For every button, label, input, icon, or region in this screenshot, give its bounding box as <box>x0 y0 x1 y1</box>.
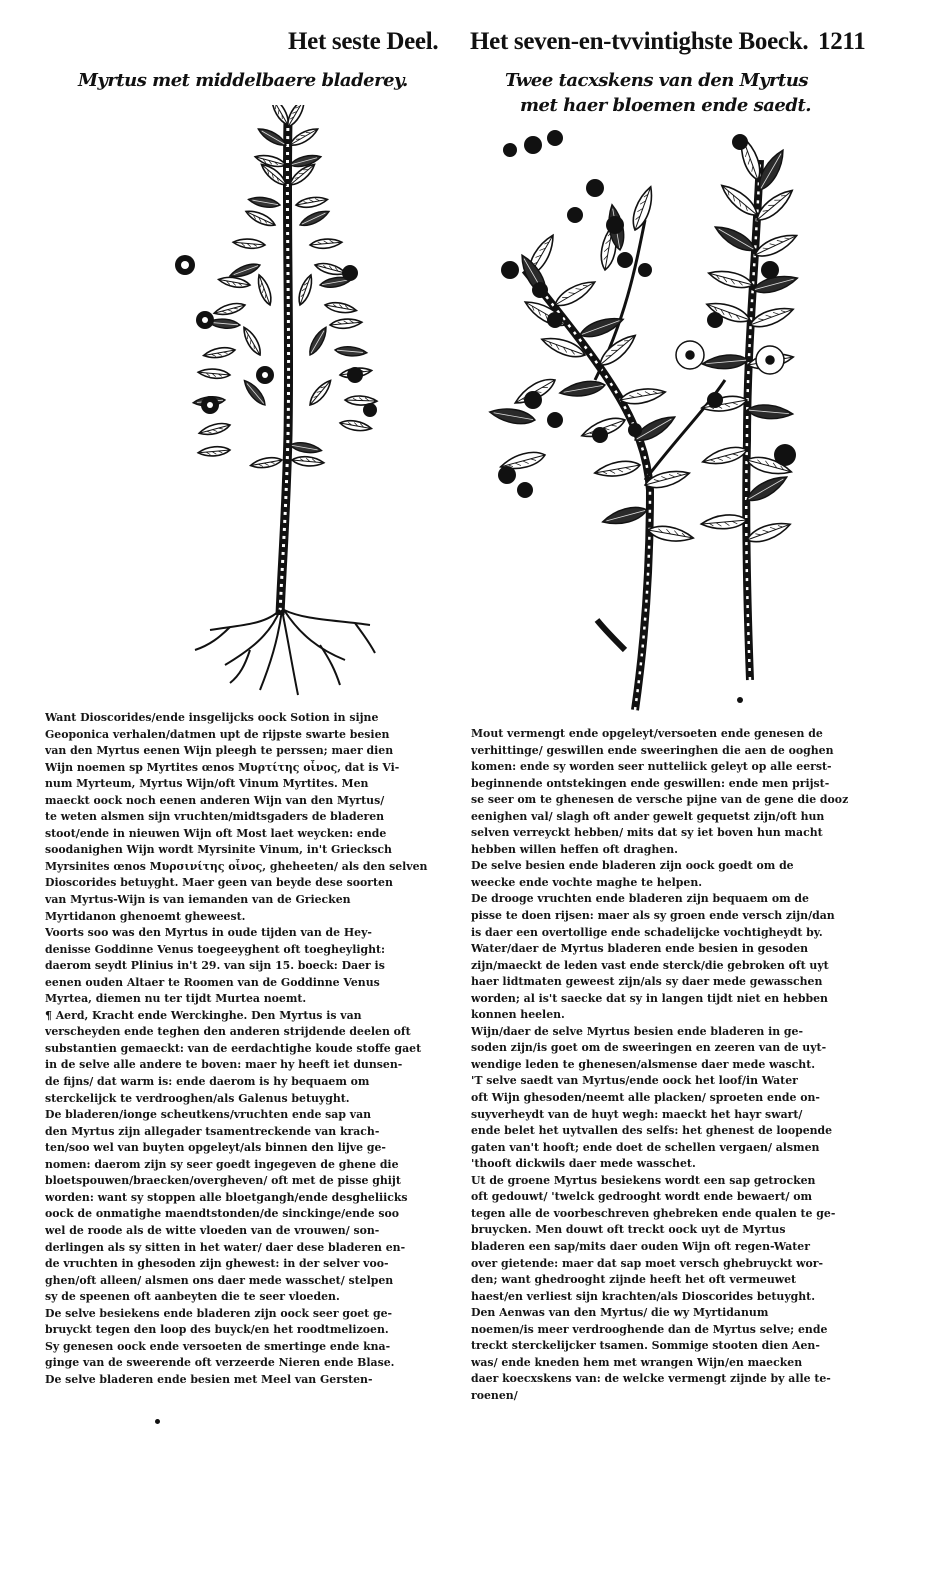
text-line: over gietende: maer dat sap moet versch ghebruyckt wor- <box>471 1256 824 1270</box>
ink-speck <box>155 1419 160 1424</box>
text-line: beginnende ontstekingen ende geswillen: ende men prijst- <box>471 776 830 790</box>
text-line: roenen/ <box>471 1388 518 1402</box>
text-line: soden zijn/is goet om de sweeringen en zeeren van de uyt- <box>471 1041 827 1055</box>
text-line: in de selve alle andere te boven: maer hy heeft iet dunsen- <box>45 1058 403 1072</box>
text-line: stoot/ende in nieuwen Wijn oft Most laet weycken: ende <box>45 826 387 840</box>
text-line: num Myrteum, Myrtus Wijn/oft Vinum Myrtites. Men <box>45 777 369 791</box>
text-line: 'thooft dickwils daer mede wasschet. <box>471 1157 696 1171</box>
text-line: den; want ghedrooght zijnde heeft het oft vermeuwet <box>471 1273 797 1287</box>
text-line: De selve besien ende bladeren zijn oock goedt om de <box>471 859 794 873</box>
right-figure-caption-line1: Twee tacxskens van den Myrtus <box>505 70 809 91</box>
text-line: suyverheydt van de huyt wegh: maeckt het hayr swart/ <box>471 1107 803 1121</box>
text-line: pisse te doen rijsen: maer als sy groen ende versch zijn/dan <box>471 909 835 923</box>
left-text-column <box>45 710 455 1388</box>
text-line: oft Wijn ghesoden/neemt alle placken/ sproeten ende on- <box>471 1091 820 1105</box>
right-text-column <box>471 726 876 1404</box>
text-line: noemen/is meer verdrooghende dan de Myrtus selve; ende <box>471 1322 828 1336</box>
text-line: Water/daer de Myrtus bladeren ende besien in gesoden <box>471 942 809 956</box>
text-line: Want Dioscorides/ende insgelijcks oock Sotion in sijne <box>45 711 379 724</box>
text-line: De selve bladeren ende besien met Meel van Gersten- <box>45 1372 373 1386</box>
text-line: daerom seydt Plinius in't 29. van sijn 15. boeck: Daer is <box>45 959 385 973</box>
myrtle-shrub-woodcut <box>170 105 410 705</box>
text-line: hebben willen heffen oft draghen. <box>471 842 678 856</box>
text-line: maeckt oock noch eenen anderen Wijn van den Myrtus/ <box>45 793 385 807</box>
text-line: konnen heelen. <box>471 1008 565 1022</box>
text-line: soodanighen Wijn wordt Myrsinite Vinum, in't Griecksch <box>45 843 392 857</box>
text-line: Myrtea, diemen nu ter tijdt Murtea noemt. <box>45 992 307 1006</box>
text-line: haer lidtmaten geweest zijn/als sy daer mede gewasschen <box>471 975 823 989</box>
text-line: eenen ouden Altaer te Roomen van de Goddinne Venus <box>45 975 380 989</box>
text-line: ghen/oft alleen/ alsmen ons daer mede wasschet/ stelpen <box>45 1273 394 1287</box>
text-line: Den Aenwas van den Myrtus/ die wy Myrtidanum <box>471 1306 769 1320</box>
text-line: Myrtidanon ghenoemt gheweest. <box>45 909 246 923</box>
text-line: sterckelijck te verdrooghen/als Galenus betuyght. <box>45 1091 350 1105</box>
text-line: bloetspouwen/braecken/overgheven/ oft met de pisse ghijt <box>45 1174 401 1188</box>
text-line: daer koecxskens van: de welcke vermengt zijnde by alle te- <box>471 1372 831 1386</box>
ink-speck <box>737 697 743 703</box>
text-line: selven verreyckt hebben/ mits dat sy iet boven hun macht <box>471 826 823 840</box>
text-line: wendige leden te ghenesen/alsmense daer mede wascht. <box>471 1057 816 1071</box>
text-line: bruycken. Men douwt oft treckt oock uyt de Myrtus <box>471 1223 786 1237</box>
text-line: Geoponica verhalen/datmen upt de rijpste swarte besien <box>45 727 390 741</box>
text-line: komen: ende sy worden seer nutteliick geleyt op alle eerst- <box>471 760 832 774</box>
text-line: eenighen val/ slagh oft ander gewelt gequetst zijn/oft hun <box>471 809 825 823</box>
text-line: Voorts soo was den Myrtus in oude tijden van de Hey- <box>45 926 372 940</box>
text-line: denisse Goddinne Venus toegeeyghent oft toegheylight: <box>45 942 386 956</box>
text-line: substantien gemaeckt: van de eerdachtighe koude stoffe gaet <box>45 1041 422 1055</box>
text-line: de vruchten in ghesoden zijn ghewest: in der selver voo- <box>45 1257 389 1271</box>
text-line: bladeren een sap/mits daer ouden Wijn oft regen-Water <box>471 1239 810 1253</box>
left-figure-caption: Myrtus met middelbaere bladerey. <box>78 70 408 91</box>
text-line: verhittinge/ geswillen ende sweeringhen die aen de ooghen <box>471 743 834 757</box>
text-line: De drooge vruchten ende bladeren zijn bequaem om de <box>471 892 809 906</box>
text-line: se seer om te ghenesen de versche pijne van de gene die dooz <box>471 793 849 807</box>
text-line: zijn/maeckt de leden vast ende sterck/die gebroken oft uyt <box>471 958 829 972</box>
text-line: gaten van't hooft; ende doet de schellen vergaen/ alsmen <box>471 1140 820 1154</box>
text-line: oft gedouwt/ 'twelck gedrooght wordt ende bewaert/ om <box>471 1190 813 1204</box>
text-line: De selve besiekens ende bladeren zijn oock seer goet ge- <box>45 1306 393 1320</box>
text-line: ten/soo wel van buyten opgeleyt/als binnen den lijve ge- <box>45 1141 386 1155</box>
page-number: 1211 <box>818 28 866 55</box>
text-line: van den Myrtus eenen Wijn pleegh te perssen; maer dien <box>45 744 394 758</box>
text-line: verscheyden ende teghen den anderen strijdende deelen oft <box>45 1025 411 1039</box>
myrtle-twigs-woodcut <box>485 120 815 720</box>
text-line: ginge van de sweerende oft verzeerde Nieren ende Blase. <box>45 1356 395 1370</box>
text-line: treckt sterckelijcker tsamen. Sommige stooten dien Aen- <box>471 1339 820 1353</box>
running-head-left: Het seste Deel. <box>288 28 439 55</box>
text-line: Ut de groene Myrtus besiekens wordt een sap getrocken <box>471 1173 816 1187</box>
text-line: te weten alsmen sijn vruchten/midtsgaders de bladeren <box>45 810 385 824</box>
text-line: Sy genesen oock ende versoeten de smertinge ende kna- <box>45 1339 391 1353</box>
text-line: Dioscorides betuyght. Maer geen van beyde dese soorten <box>45 876 393 890</box>
text-line: bruyckt tegen den loop des buyck/en het roodtmelizoen. <box>45 1323 389 1337</box>
text-line: weecke ende vochte maghe te helpen. <box>471 875 703 889</box>
text-line: derlingen als sy sitten in het water/ daer dese bladeren en- <box>45 1240 406 1254</box>
text-line: sy de speenen oft aanbeyten die te seer vloeden. <box>45 1290 340 1304</box>
text-line: 'T selve saedt van Myrtus/ende oock het loof/in Water <box>471 1074 798 1088</box>
text-line: haest/en verliest sijn krachten/als Dioscorides betuyght. <box>471 1289 816 1303</box>
text-line: ¶ Aerd, Kracht ende Werckinghe. Den Myrtus is van <box>45 1008 362 1022</box>
text-line: oock de onmatighe maendtstonden/de sinckinge/ende soo <box>45 1207 399 1221</box>
text-line: ende belet het uytvallen des selfs: het ghenest de loopende <box>471 1124 833 1138</box>
text-line: was/ ende kneden hem met wrangen Wijn/en maecken <box>471 1355 803 1369</box>
text-line: tegen alle de voorbeschreven ghebreken ende qualen te ge- <box>471 1206 836 1220</box>
text-line: worden; al is't saecke dat sy in langen tijdt niet en hebben <box>471 991 828 1005</box>
text-line: de fijns/ dat warm is: ende daerom is hy bequaem om <box>45 1075 370 1089</box>
text-line: is daer een overtollige ende schadelijcke vochtigheydt by. <box>471 925 823 939</box>
right-figure-caption-line2: met haer bloemen ende saedt. <box>520 95 812 116</box>
text-line: nomen: daerom zijn sy seer goedt ingegeven de ghene die <box>45 1157 399 1171</box>
text-line: worden: want sy stoppen alle bloetgangh/ende desgheliicks <box>45 1190 408 1204</box>
running-head-right: Het seven-en-tvvintighste Boeck. <box>470 28 809 55</box>
text-line: van Myrtus-Wijn is van iemanden van de Griecken <box>45 893 351 907</box>
text-line: wel de roode als de witte vloeden van de vrouwen/ son- <box>45 1223 380 1237</box>
text-line: Mout vermengt ende opgeleyt/versoeten ende genesen de <box>471 727 823 740</box>
text-line: den Myrtus zijn allegader tsamentreckende van krach- <box>45 1124 380 1138</box>
text-line: Myrsinites œnos Μυρσινίτης οἶνος, gheheeten/ als den selven <box>45 859 428 873</box>
text-line: Wijn/daer de selve Myrtus besien ende bladeren in ge- <box>471 1024 803 1038</box>
text-line: Wijn noemen sp Myrtites œnos Μυρτίτης οἶνος, dat is Vi- <box>45 760 400 774</box>
text-line: De bladeren/ionge scheutkens/vruchten ende sap van <box>45 1108 372 1122</box>
